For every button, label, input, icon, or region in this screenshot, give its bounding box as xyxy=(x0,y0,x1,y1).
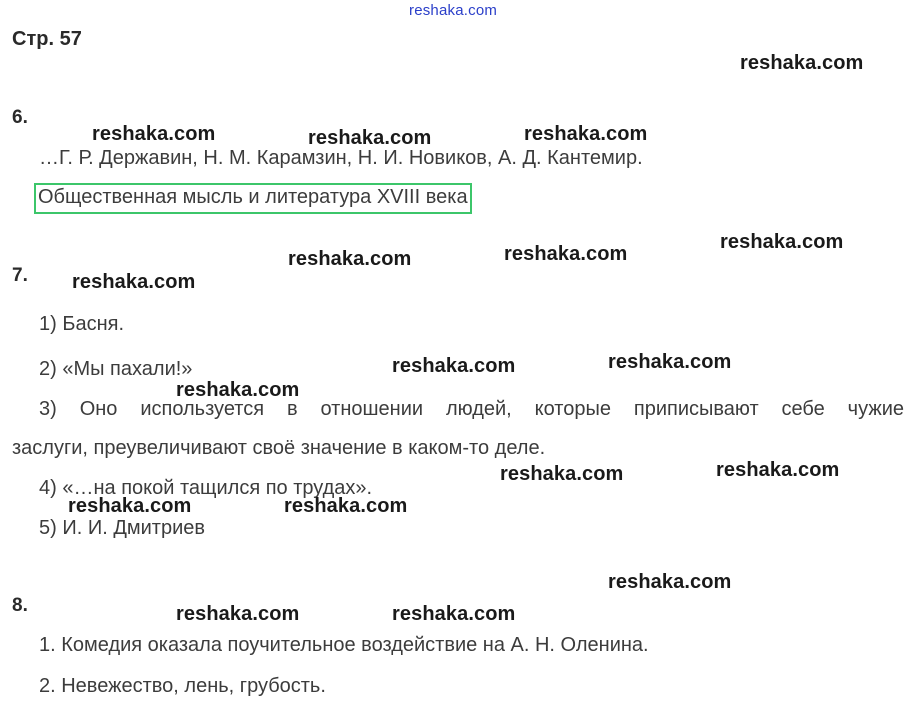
watermark: reshaka.com xyxy=(608,351,732,373)
task-7-answer-2: 2) «Мы пахали!» xyxy=(39,358,193,380)
watermark: reshaka.com xyxy=(72,271,196,293)
task-8-answer-2: 2. Невежество, лень, грубость. xyxy=(39,675,326,697)
watermark: reshaka.com xyxy=(308,127,432,149)
task-number-6: 6. xyxy=(12,107,28,128)
watermark: reshaka.com xyxy=(92,123,216,145)
watermark: reshaka.com xyxy=(392,603,516,625)
task-7-answer-3: 3) Оно используется в отношении людей, которые приписывают себе чужие xyxy=(39,398,904,420)
task-8-answer-1: 1. Комедия оказала поучительное воздействие на А. Н. Оленина. xyxy=(39,634,649,656)
watermark: reshaka.com xyxy=(68,495,192,517)
task-6-highlighted-answer: Общественная мысль и литература XVIII века xyxy=(34,183,472,214)
watermark: reshaka.com xyxy=(504,243,628,265)
watermark: reshaka.com xyxy=(524,123,648,145)
task-number-7: 7. xyxy=(12,265,28,286)
watermark: reshaka.com xyxy=(720,231,844,253)
watermark: reshaka.com xyxy=(392,355,516,377)
watermark: reshaka.com xyxy=(500,463,624,485)
watermark: reshaka.com xyxy=(288,248,412,270)
watermark: reshaka.com xyxy=(608,571,732,593)
task-6-answer: …Г. Р. Державин, Н. М. Карамзин, Н. И. Новиков, А. Д. Кантемир. xyxy=(39,147,643,169)
watermark: reshaka.com xyxy=(284,495,408,517)
watermark: reshaka.com xyxy=(176,379,300,401)
task-7-answer-3-continued: заслуги, преувеличивают своё значение в каком-то деле. xyxy=(12,437,546,459)
watermark: reshaka.com xyxy=(740,52,864,74)
watermark: reshaka.com xyxy=(176,603,300,625)
watermark: reshaka.com xyxy=(716,459,840,481)
task-7-answer-5: 5) И. И. Дмитриев xyxy=(39,517,205,539)
task-7-answer-4: 4) «…на покой тащился по трудах». xyxy=(39,477,373,499)
task-7-answer-1: 1) Басня. xyxy=(39,313,125,335)
task-number-8: 8. xyxy=(12,595,28,616)
site-link[interactable]: reshaka.com xyxy=(409,2,498,19)
page-title: Стр. 57 xyxy=(12,28,82,50)
